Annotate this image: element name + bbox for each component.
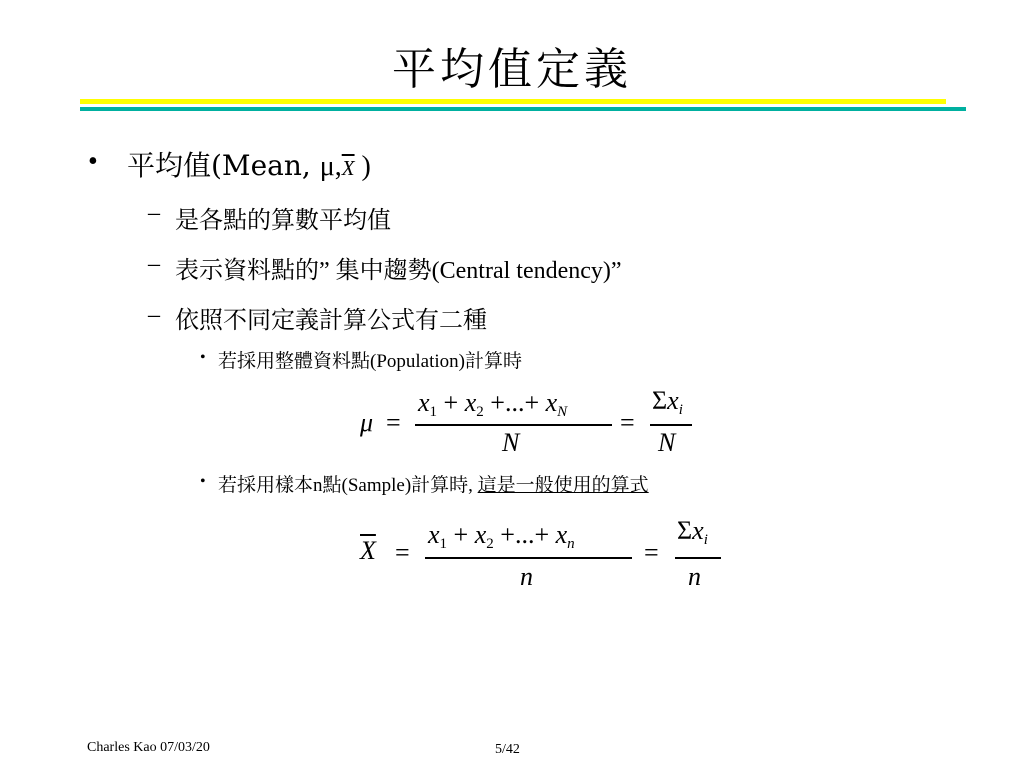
population-numerator: $x_1 + x_2$ +...+ xN	[418, 388, 568, 420]
title-underline-yellow	[80, 99, 946, 104]
page-number: 5/42	[495, 742, 520, 757]
sub-item-central-tendency: 表示資料點的” 集中趨勢(Central tendency)”	[175, 258, 622, 284]
sample-label-note: 這是一般使用的算式	[477, 475, 649, 496]
comma: ,	[334, 151, 342, 182]
slide-title: 平均值定義	[392, 44, 632, 95]
sample-denominator-2: n	[688, 562, 701, 591]
mean-definition-line	[127, 144, 371, 184]
close-paren: )	[354, 151, 371, 182]
population-label: 若採用整體資料點(Population)計算時	[218, 351, 522, 372]
population-denominator: N	[502, 428, 520, 457]
title-underline-teal	[80, 107, 966, 111]
equals-sign: =	[386, 408, 401, 437]
x-bar-lhs: $\overline{X}$	[360, 536, 376, 565]
sample-denominator: n	[520, 562, 533, 591]
dash-bullet: –	[148, 302, 160, 328]
mean-label: 平均值(Mean,	[127, 149, 320, 182]
small-bullet: •	[200, 473, 206, 490]
x-bar-symbol: $\overline{X}$	[341, 156, 355, 180]
mu-symbol: μ	[319, 151, 335, 182]
dash-bullet: –	[148, 200, 160, 226]
fraction-bar	[425, 557, 632, 559]
sigma-xi: Σxi	[652, 386, 683, 418]
mu-lhs: μ	[360, 408, 374, 437]
sample-numerator: $x_1 + x_2$ +...+ xn	[428, 520, 575, 552]
dash-bullet: –	[148, 251, 160, 277]
equals-sign: =	[644, 538, 659, 567]
sub-item-two-formulas: 依照不同定義計算公式有二種	[175, 306, 487, 334]
population-denominator-2: N	[658, 428, 676, 457]
fraction-bar	[675, 557, 721, 559]
equals-sign: =	[395, 538, 410, 567]
sample-label	[218, 470, 649, 497]
fraction-bar	[650, 424, 692, 426]
equals-sign: =	[620, 408, 635, 437]
fraction-bar	[415, 424, 612, 426]
sub-item-arithmetic-mean: 是各點的算數平均值	[175, 206, 391, 234]
footer-author-date: Charles Kao 07/03/20	[87, 740, 210, 755]
sample-label-text: 若採用樣本n點(Sample)計算時,	[218, 475, 478, 496]
sigma-xi: Σxi	[677, 516, 708, 548]
small-bullet: •	[200, 349, 206, 366]
bullet-dot: •	[88, 146, 98, 177]
